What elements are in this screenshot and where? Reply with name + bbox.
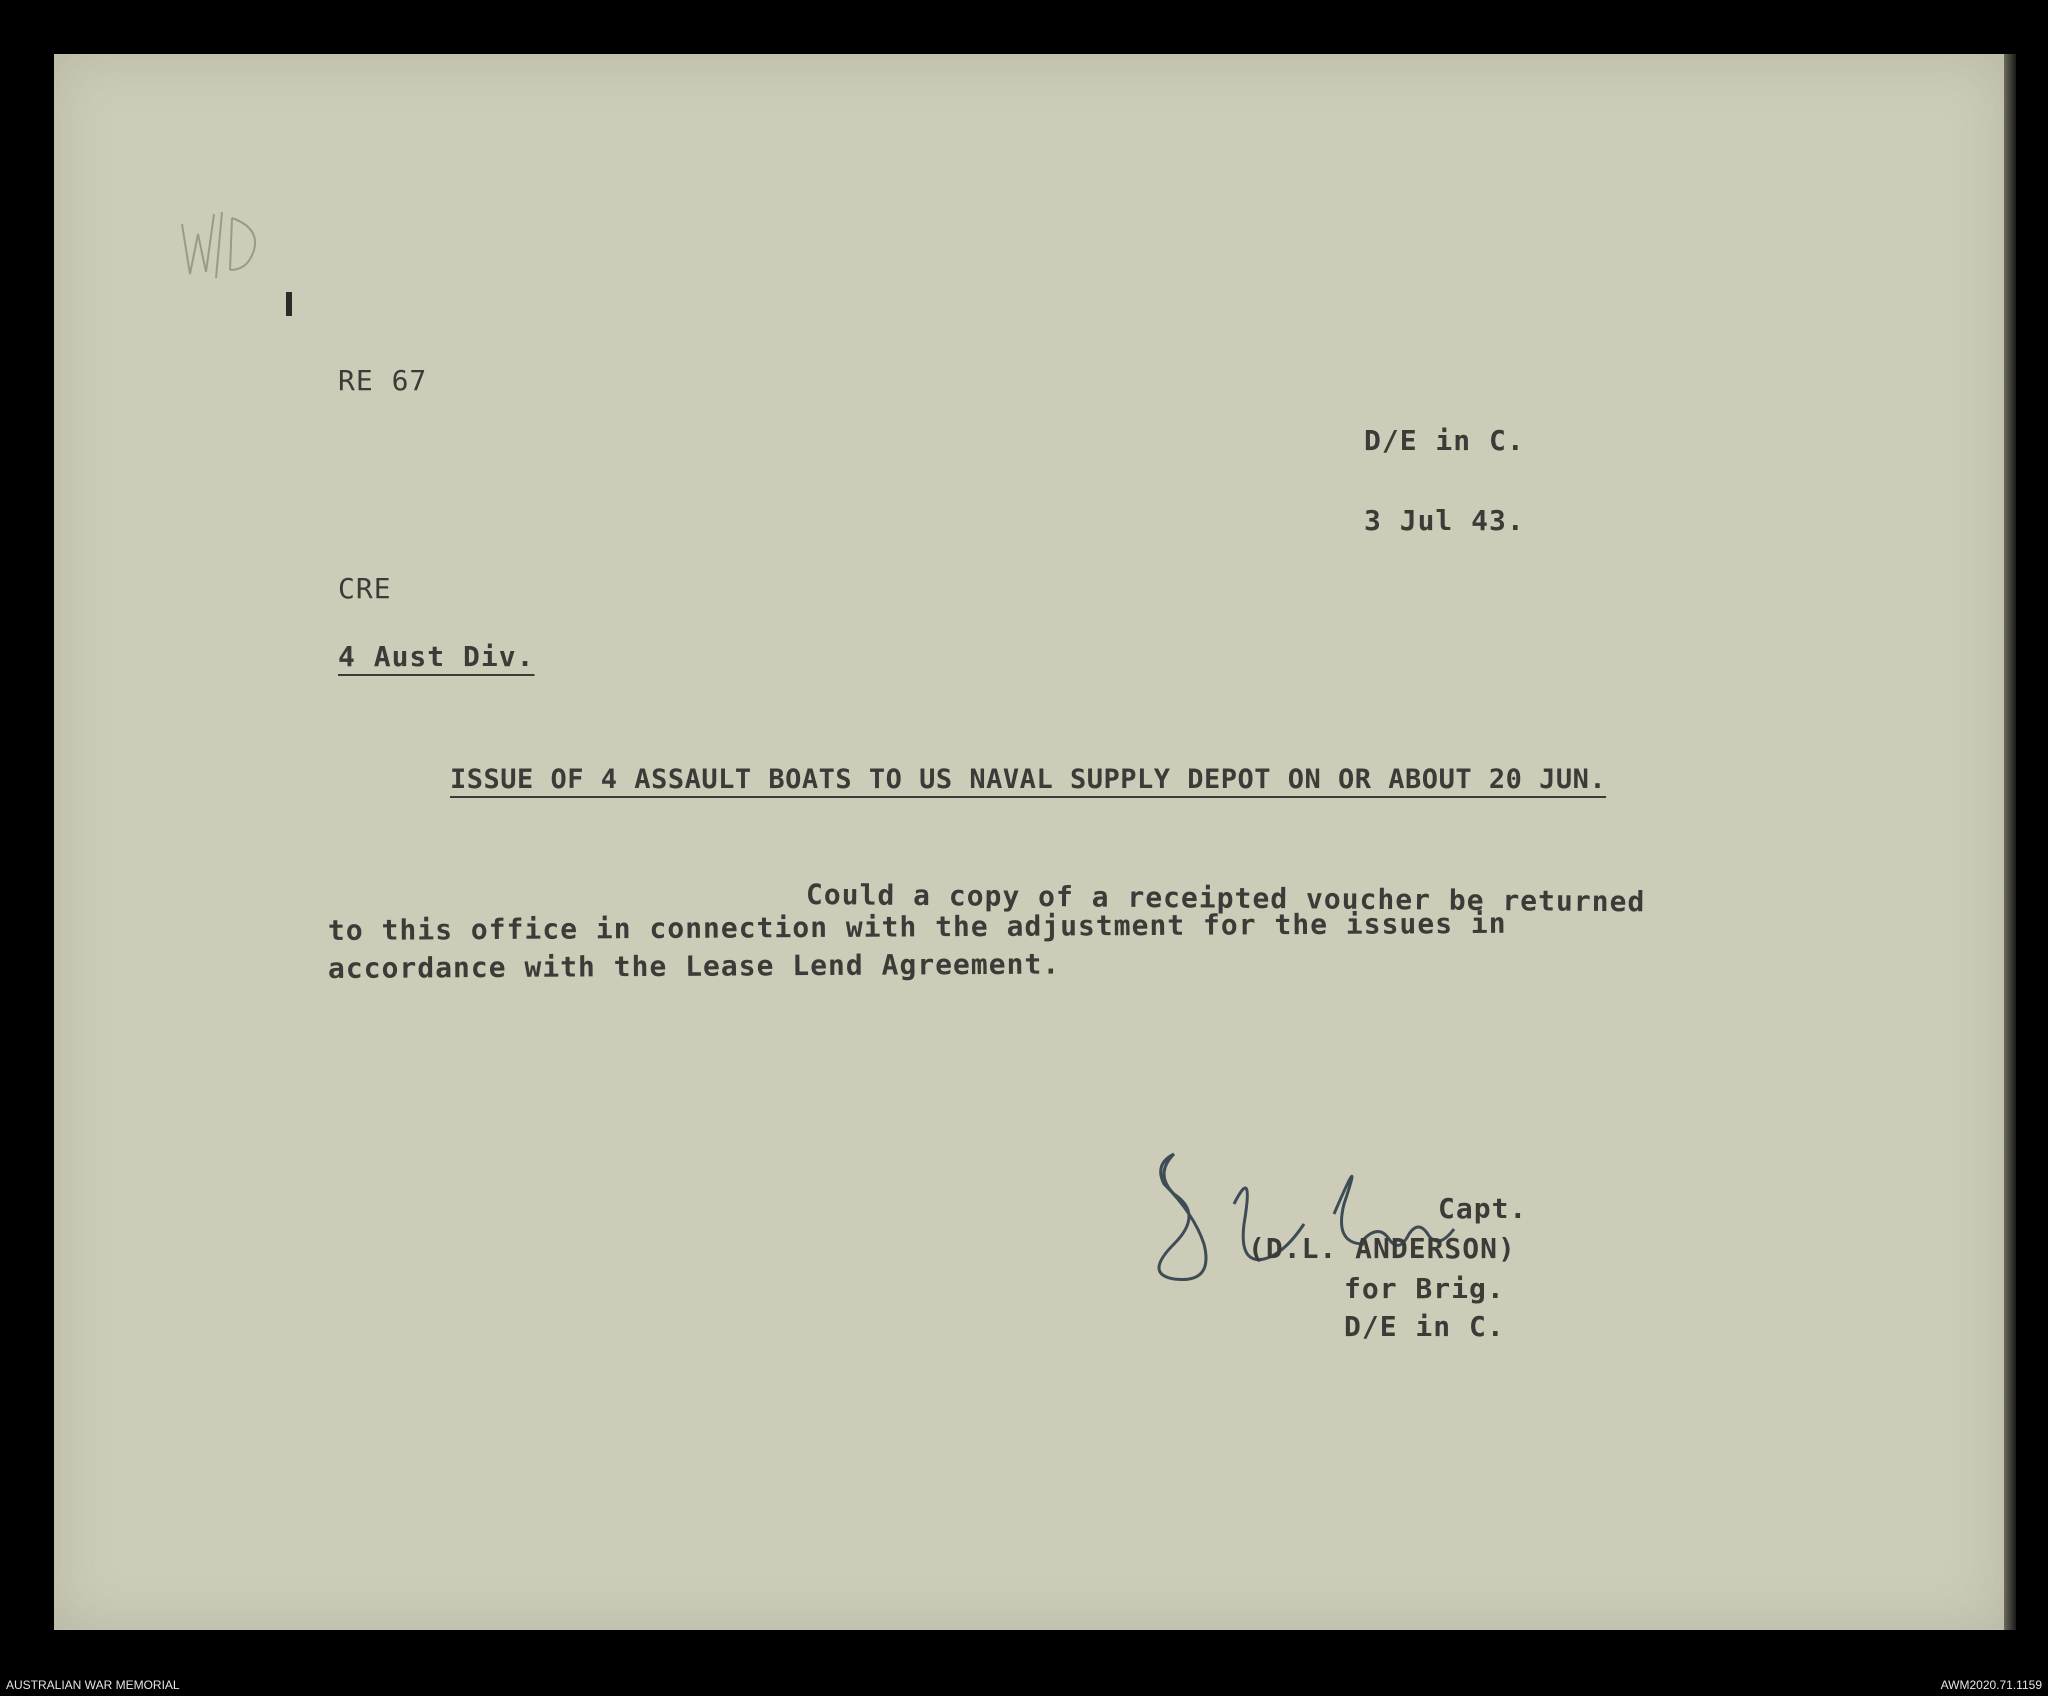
document-date: 3 Jul 43.: [1364, 504, 1525, 537]
recipient-line-1: CRE: [338, 572, 392, 605]
reference-number: RE 67: [338, 364, 428, 397]
signatory-office: D/E in C.: [1344, 1310, 1505, 1343]
document-page: [54, 54, 2004, 1630]
pencil-annotation: [176, 204, 266, 284]
body-line-3: accordance with the Lease Lend Agreement.: [327, 947, 1061, 985]
archive-institution: AUSTRALIAN WAR MEMORIAL: [6, 1678, 180, 1692]
subject-line: ISSUE OF 4 ASSAULT BOATS TO US NAVAL SUPPLY DEPOT ON OR ABOUT 20 JUN.: [450, 764, 1607, 795]
punch-hole-mark: [286, 292, 292, 316]
signatory-name: (D.L. ANDERSON): [1248, 1232, 1516, 1265]
body-line-1: Could a copy of a receipted voucher be returned: [805, 878, 1646, 919]
signatory-for: for Brig.: [1344, 1272, 1505, 1305]
recipient-line-2: 4 Aust Div.: [338, 640, 535, 673]
paper-edge-shadow: [2004, 54, 2016, 1630]
from-office: D/E in C.: [1364, 424, 1525, 457]
archive-item-id: AWM2020.71.1159: [1940, 1678, 2042, 1692]
signatory-rank: Capt.: [1438, 1192, 1528, 1225]
body-line-2: to this office in connection with the adjustment for the issues in: [327, 906, 1507, 947]
